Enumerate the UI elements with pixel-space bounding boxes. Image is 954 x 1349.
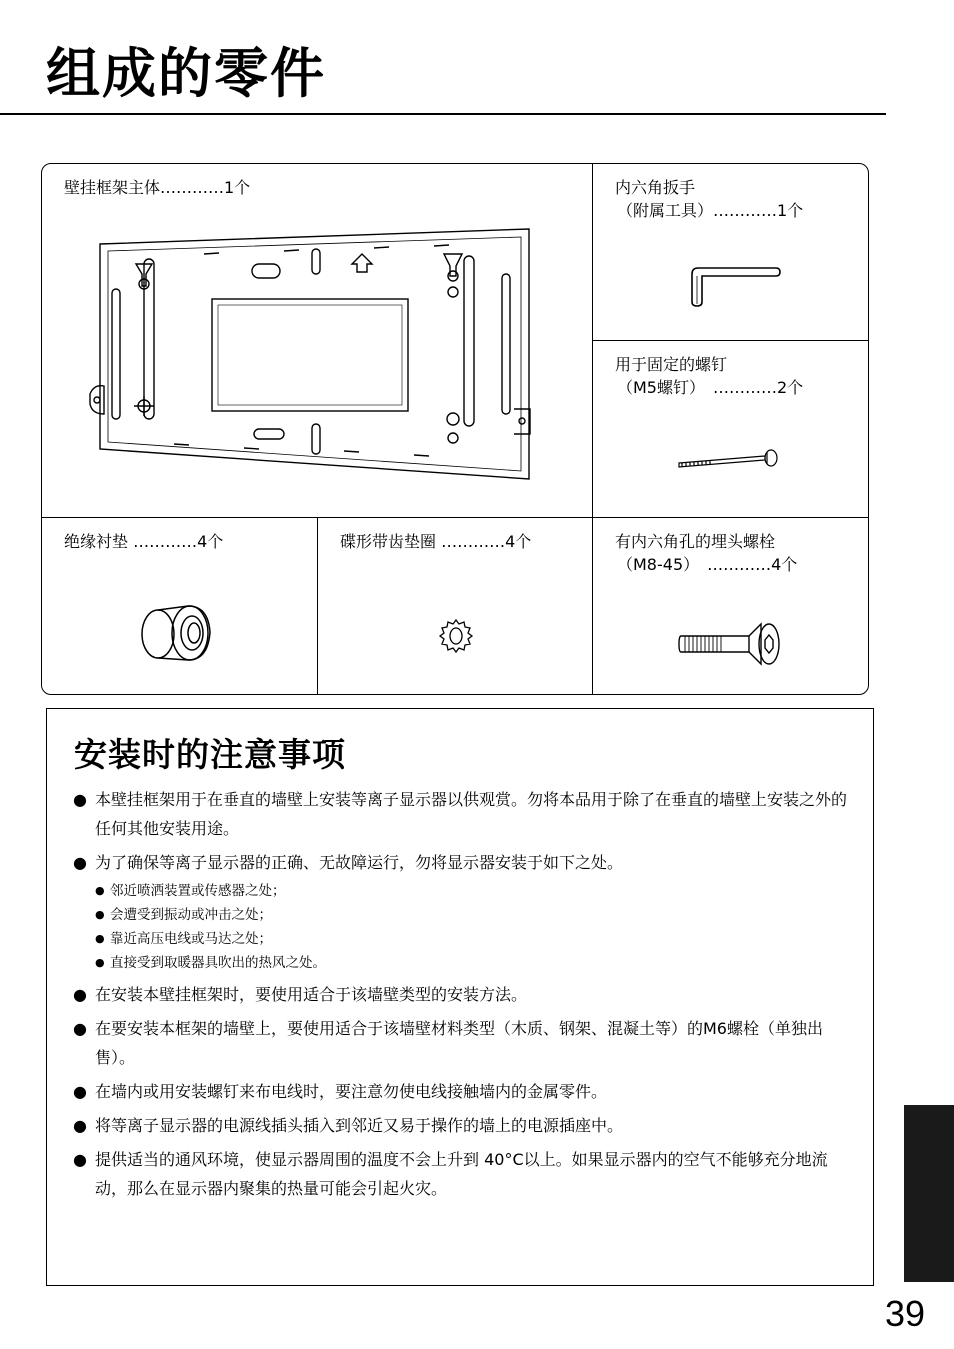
part-quantity: （附属工具）…………1个 <box>617 201 804 220</box>
part-label <box>615 530 797 576</box>
part-label <box>64 530 223 553</box>
bullet-icon: ● <box>73 853 87 872</box>
note-text: 本壁挂框架用于在垂直的墙壁上安装等离子显示器以供观赏。勿将本品用于除了在垂直的墙壁上安装之外的任何其他安装用途。 <box>95 790 848 838</box>
bullet-icon: ● <box>73 985 87 1004</box>
notes-list <box>73 785 853 1208</box>
note-text: 在墙内或用安装螺钉来布电线时，要注意勿使电线接触墙内的金属零件。 <box>95 1082 608 1101</box>
parts-table <box>41 163 869 695</box>
toothed-washer-icon <box>436 616 476 656</box>
note-text: 为了确保等离子显示器的正确、无故障运行，勿将显示器安装于如下之处。 <box>95 853 624 872</box>
page-number: 39 <box>885 1293 926 1334</box>
part-name: 碟形带齿垫圈 …………4个 <box>340 532 532 551</box>
note-text: 在安装本壁挂框架时，要使用适合于该墙壁类型的安装方法。 <box>95 985 528 1004</box>
part-cell-hex-key <box>593 164 869 341</box>
note-text: 在要安装本框架的墙壁上，要使用适合于该墙壁材料类型（木质、钢架、混凝土等）的M6螺栓（单独出售）。 <box>95 1019 823 1067</box>
note-item <box>73 1077 853 1106</box>
m5-screw-icon <box>677 443 787 473</box>
part-label <box>615 176 803 222</box>
bullet-icon: ● <box>73 1082 87 1101</box>
notes-title: 安装时的注意事项 <box>74 735 346 774</box>
sub-item <box>95 903 853 927</box>
title-divider <box>0 113 886 115</box>
sub-item <box>95 879 853 903</box>
part-cell-bracket <box>42 164 593 518</box>
note-item <box>73 1014 853 1072</box>
sub-item-text: 邻近喷洒装置或传感器之处； <box>110 883 286 899</box>
part-name: 绝缘衬垫 …………4个 <box>64 532 224 551</box>
note-item <box>73 848 853 975</box>
sub-item <box>95 951 853 975</box>
part-cell-m5-screw <box>593 341 869 518</box>
sub-item <box>95 927 853 951</box>
part-label <box>64 176 250 199</box>
small-bullet-icon: ● <box>95 884 105 897</box>
sub-item-text: 直接受到取暖器具吹出的热风之处。 <box>110 955 326 971</box>
bullet-icon: ● <box>73 790 87 809</box>
wall-hanging-bracket-icon <box>84 224 534 484</box>
installation-notes-panel <box>46 708 874 1286</box>
part-cell-washer <box>318 518 593 695</box>
part-quantity: （M5螺钉） …………2个 <box>617 378 804 397</box>
part-cell-spacer <box>42 518 318 695</box>
note-text: 将等离子显示器的电源线插头插入到邻近又易于操作的墙上的电源插座中。 <box>95 1116 624 1135</box>
small-bullet-icon: ● <box>95 956 105 969</box>
sub-item-text: 会遭受到振动或冲击之处； <box>110 907 272 923</box>
note-item <box>73 980 853 1009</box>
page-title: 组成的零件 <box>46 42 326 105</box>
note-item <box>73 1145 853 1203</box>
note-item <box>73 1111 853 1140</box>
chapter-side-tab <box>904 1105 954 1282</box>
part-label <box>340 530 531 553</box>
location-sublist <box>95 879 853 975</box>
sub-item-text: 靠近高压电线或马达之处； <box>110 931 272 947</box>
small-bullet-icon: ● <box>95 932 105 945</box>
part-quantity: （M8-45） …………4个 <box>617 555 798 574</box>
note-text: 提供适当的通风环境，使显示器周围的温度不会上升到 40°C以上。如果显示器内的空气不能够充分地流动，那么在显示器内聚集的热量可能会引起火灾。 <box>95 1150 828 1198</box>
bullet-icon: ● <box>73 1116 87 1135</box>
part-cell-bolt <box>593 518 869 695</box>
insulating-spacer-icon <box>138 600 228 670</box>
hex-socket-bolt-icon <box>677 620 787 670</box>
small-bullet-icon: ● <box>95 908 105 921</box>
part-label <box>615 353 803 399</box>
bullet-icon: ● <box>73 1150 87 1169</box>
part-name: 壁挂框架主体…………1个 <box>64 178 251 197</box>
bullet-icon: ● <box>73 1019 87 1038</box>
part-name: 内六角扳手 <box>615 178 696 197</box>
part-name: 有内六角孔的埋头螺栓 <box>615 532 776 551</box>
note-item <box>73 785 853 843</box>
hex-key-wrench-icon <box>688 264 788 314</box>
part-name: 用于固定的螺钉 <box>615 355 728 374</box>
